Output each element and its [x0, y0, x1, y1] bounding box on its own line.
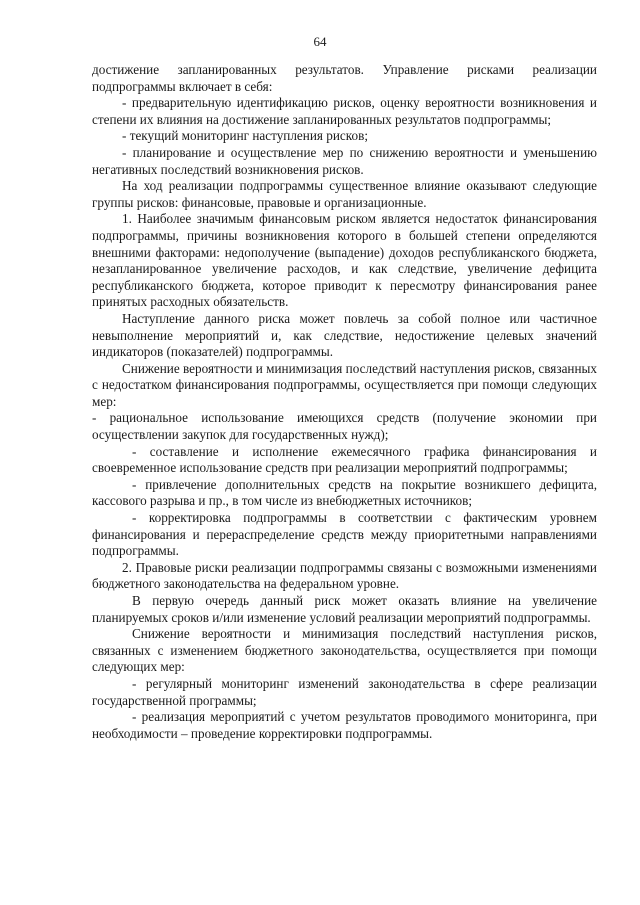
- list-item: - составление и исполнение ежемесячного графика финансирования и своевременное использование средств при реализации мероприятий подпрограммы;: [92, 443, 597, 476]
- paragraph: 2. Правовые риски реализации подпрограммы связаны с возможными изменениями бюджетного законодательства на федеральном уровне.: [92, 559, 597, 592]
- paragraph: 1. Наиболее значимым финансовым риском является недостаток финансирования подпрограммы, причины возникновения которого в большей степени определяются внешними факторами: недополучение (выпадение) доходов республиканского бюджета, незапланированное увеличение расходов, и как следствие, увеличение дефицита республиканского бюджета, которое приводит к пересмотру финансирования ранее принятых расходных обязательств.: [92, 211, 597, 310]
- page-number: 64: [313, 34, 327, 49]
- paragraph: На ход реализации подпрограммы существенное влияние оказывают следующие группы рисков: финансовые, правовые и организационные.: [92, 178, 597, 210]
- paragraph: Снижение вероятности и минимизация последствий наступления рисков, связанных с недостатком финансирования подпрограммы, осуществляется при помощи следующих мер:: [92, 360, 597, 409]
- list-item: - реализация мероприятий с учетом результатов проводимого мониторинга, при необходимости – проведение корректировки подпрограммы.: [92, 709, 597, 741]
- list-item: - планирование и осуществление мер по снижению вероятности и уменьшению негативных последствий возникновения рисков.: [92, 144, 597, 177]
- paragraph: Наступление данного риска может повлечь за собой полное или частичное невыполнение мероприятий и, как следствие, недостижение целевых значений индикаторов (показателей) подпрограммы.: [92, 310, 597, 360]
- list-item: - регулярный мониторинг изменений законодательства в сфере реализации государственной программы;: [92, 675, 597, 708]
- list-item: - рациональное использование имеющихся средств (получение экономии при осуществлении закупок для государственных нужд);: [92, 410, 597, 443]
- paragraph: В первую очередь данный риск может оказать влияние на увеличение планируемых сроков и/или изменение условий реализации мероприятий подпрограммы.: [92, 593, 597, 625]
- list-item: - привлечение дополнительных средств на покрытие возникшего дефицита, кассового разрыва и пр., в том числе из внебюджетных источников;: [92, 476, 597, 509]
- list-item: - предварительную идентификацию рисков, оценку вероятности возникновения и степени их влияния на достижение запланированных результатов подпрограммы;: [92, 95, 597, 127]
- list-item: - корректировка подпрограммы в соответствии с фактическим уровнем финансирования и перераспределение средств между приоритетными направлениями подпрограммы.: [92, 510, 597, 559]
- paragraph: достижение запланированных результатов. Управление рисками реализации подпрограммы включает в себя:: [92, 62, 597, 94]
- paragraph: Снижение вероятности и минимизация последствий наступления рисков, связанных с изменением бюджетного законодательства, осуществляется при помощи следующих мер:: [92, 626, 597, 675]
- list-item: - текущий мониторинг наступления рисков;: [122, 128, 368, 144]
- document-body: [92, 62, 597, 742]
